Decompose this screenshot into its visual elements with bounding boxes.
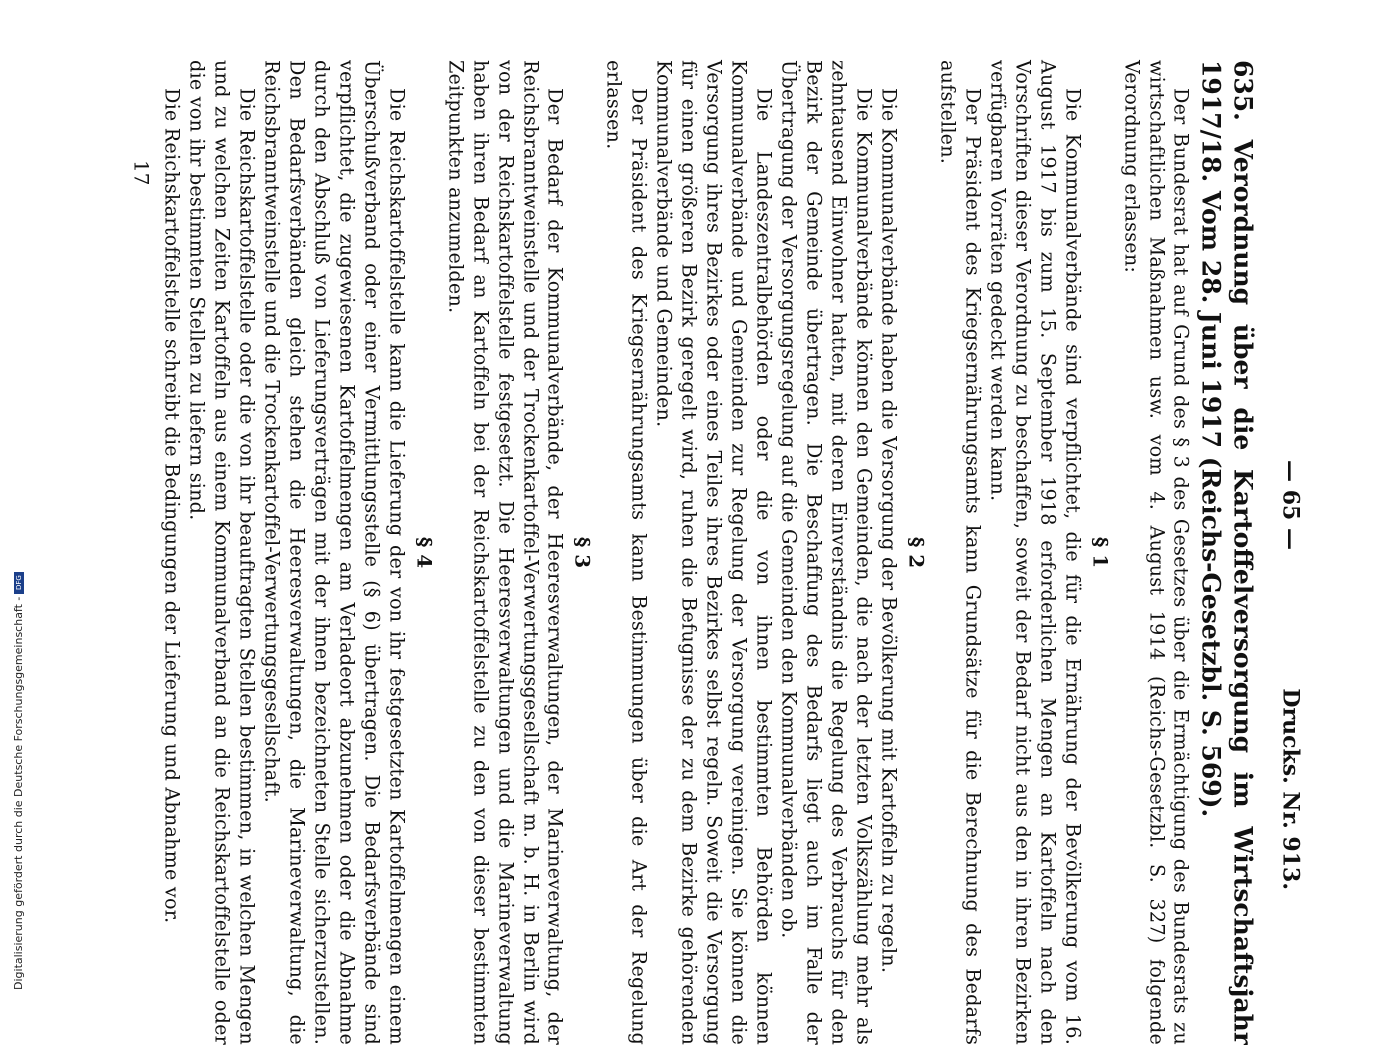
section-heading: § 4 [411, 536, 436, 569]
section-2 [600, 60, 927, 1045]
page-number: — 65 — [1277, 460, 1303, 550]
section-1 [934, 60, 1112, 1045]
section-heading: § 2 [903, 536, 928, 569]
paragraph: Die Kommunalverbände haben die Versorgung der Bevölkerung mit Kartoffeln zu regeln. [876, 88, 900, 974]
ordinance-title: 635. Verordnung über die Kartoffelversorgung im Wirtschaftsjahr 1917/18. Vom 28. Juni 1917 (Reichs-Gesetzbl. S. 569). [1196, 60, 1257, 1045]
page-header [1263, 120, 1303, 890]
section-heading: § 1 [1087, 536, 1112, 569]
paragraph: Die Reichskartoffelstelle schreibt die Bedingungen der Lieferung und Abnahme vor. [160, 88, 184, 924]
paragraph: Die Reichskartoffelstelle kann die Lieferung der von ihr festgesetzten Kartoffelmengen einem Überschußverband oder einer Vermittlungsstelle (§ 6) übertragen. Die Bedarfsverbände sind verpflichtet, die zugewiesenen Kartoffelmengen am Verladeort abzunehmen oder die Abnahme durch den Abschluß von Lieferungsverträgen mit der ihnen bezeichneten Stelle sicherzustellen. Den Bedarfsverbänden gleich stehen die Heeresverwaltungen, die Marineverwaltung, die Reichsbranntweinstelle und die Trockenkartoffel-Verwertungsgesellschaft. [259, 60, 408, 1045]
paragraph: Der Präsident des Kriegsernährungsamts kann Bestimmungen über die Art der Regelung erlassen. [602, 60, 651, 1045]
document-number: Drucks. Nr. 913. [1277, 688, 1303, 890]
paragraph: Die Landeszentralbehörden oder die von ihnen bestimmten Behörden können Kommunalverbände und Gemeinden zur Regelung der Versorgung vereinigen. Sie können die Versorgung ihres Bezirkes oder eines Teiles ihres Bezirkes selbst regeln. Soweit die Versorgung für einen größeren Bezirk geregelt wird, ruhen die Befugnisse der zu dem Bezirke gehörenden Kommunalverbände und Gemeinden. [652, 60, 776, 1045]
paragraph: Die Kommunalverbände sind verpflichtet, die für die Ernährung der Bevölkerung vom 16. August 1917 bis zum 15. September 1918 erforderlichen Mengen an Kartoffeln nach den Vorschriften dieser Verordnung zu beschaffen, soweit der Bedarf nicht aus den in ihren Bezirken verfügbaren Vorräten gedeckt werden kann. [985, 60, 1084, 1045]
paragraph: Die Kommunalverbände können den Gemeinden, die nach der letzten Volkszählung mehr als zehntausend Einwohner hatten, mit deren Einverständnis die Regelung des Verbrauchs für den Bezirk der Gemeinde übertragen. Die Beschaffung des Bedarfs liegt auch im Falle der Übertragung der Versorgungsregelung auf die Gemeinden den Kommunalverbänden ob. [777, 60, 875, 1045]
dfg-logo: DFG [14, 572, 24, 594]
paragraph: Der Bedarf der Kommunalverbände, der Heeresverwaltungen, der Marineverwaltung, der Reichsbranntweinstelle und der Trockenkartoffel-Verwertungsgesellschaft m. b. H. in Berlin wird von der Reichskartoffelstelle festgesetzt. Die Heeresverwaltungen und die Marineverwaltung haben ihren Bedarf an Kartoffeln bei der Reichskartoffelstelle zu den von dieser bestimmten Zeitpunkten anzumelden. [443, 60, 567, 1045]
document-body [158, 60, 1258, 1045]
section-3 [442, 60, 595, 1045]
digitization-note-text: Digitalisierung gefördert durch die Deutsche Forschungsgemeinschaft - [12, 596, 25, 990]
sheet-number: 17 [129, 160, 153, 186]
section-heading: § 3 [570, 536, 595, 569]
paragraph: Der Präsident des Kriegsernährungsamts kann Grundsätze für die Berechnung des Bedarfs aufstellen. [935, 60, 984, 1045]
paragraph: Die Reichskartoffelstelle oder die von ihr beauftragten Stellen bestimmen, in welchen Mengen und zu welchen Zeiten Kartoffeln aus einem Kommunalverband an die Reichskartoffelstelle oder die von ihr bestimmten Stellen zu liefern sind. [185, 60, 258, 1045]
section-4 [158, 60, 436, 1045]
intro-paragraph: Der Bundesrat hat auf Grund des § 3 des Gesetzes über die Ermächtigung des Bundesrats zu wirtschaftlichen Maßnahmen usw. vom 4. August 1914 (Reichs-Gesetzbl. S. 327) folgende Verordnung erlassen: [1119, 60, 1193, 1045]
